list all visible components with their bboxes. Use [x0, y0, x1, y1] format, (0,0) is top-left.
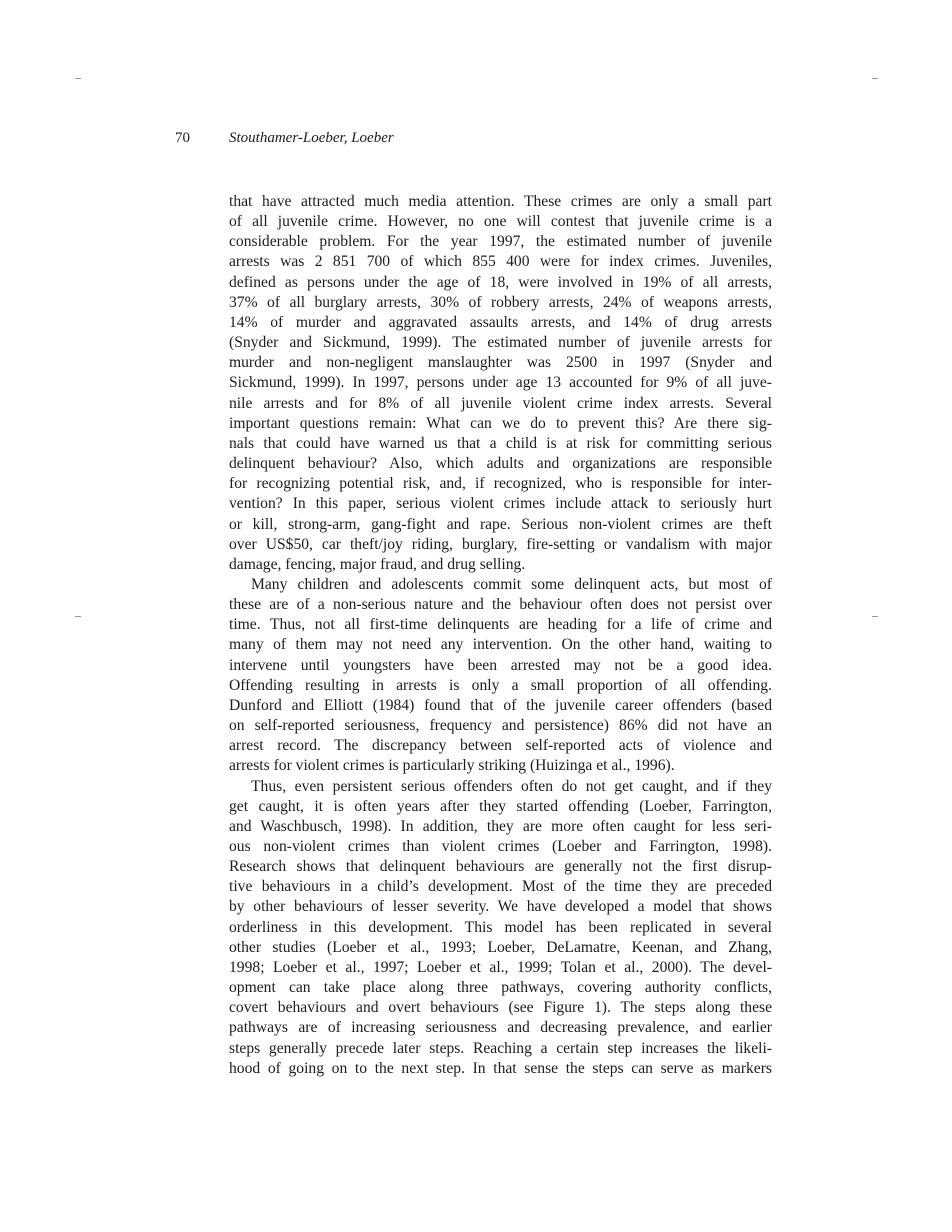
text-line: for recognizing potential risk, and, if recognized, who is responsible for inter- — [229, 475, 772, 493]
text-line: damage, fencing, major fraud, and drug selling. — [229, 555, 526, 573]
text-line: 1998; Loeber et al., 1997; Loeber et al., 1999; Tolan et al., 2000). The devel- — [229, 958, 772, 976]
text-line: and Waschbusch, 1998). In addition, they are more often caught for less seri- — [229, 817, 772, 835]
crop-mark-top-left — [75, 78, 81, 79]
text-line: hood of going on to the next step. In that sense the steps can serve as markers — [229, 1059, 772, 1077]
text-line: considerable problem. For the year 1997, the estimated number of juvenile — [229, 233, 772, 251]
text-line: get caught, it is often years after they started offending (Loeber, Farrington, — [229, 797, 772, 815]
text-line: these are of a non-serious nature and the behaviour often does not persist over — [229, 596, 772, 614]
text-line: time. Thus, not all first-time delinquents are heading for a life of crime and — [229, 616, 772, 634]
text-line: Dunford and Elliott (1984) found that of the juvenile career offenders (based — [229, 696, 772, 714]
text-line: nals that could have warned us that a child is at risk for committing serious — [229, 434, 772, 452]
text-line: of all juvenile crime. However, no one will contest that juvenile crime is a — [229, 213, 772, 231]
page-number: 70 — [175, 130, 190, 146]
text-line: opment can take place along three pathways, covering authority conflicts, — [229, 979, 772, 997]
text-line: ous non-violent crimes than violent crimes (Loeber and Farrington, 1998). — [229, 838, 772, 855]
crop-mark-top-right — [872, 78, 878, 79]
paragraph — [229, 192, 772, 575]
text-line: murder and non-negligent manslaughter was 2500 in 1997 (Snyder and — [229, 354, 772, 372]
text-line: important questions remain: What can we do to prevent this? Are there sig- — [229, 414, 772, 432]
text-line: tive behaviours in a child’s development. Most of the time they are preceded — [229, 878, 772, 896]
text-line: covert behaviours and overt behaviours (see Figure 1). The steps along these — [229, 999, 772, 1017]
text-line: 37% of all burglary arrests, 30% of robbery arrests, 24% of weapons arrests, — [229, 293, 772, 311]
text-line: arrest record. The discrepancy between self-reported acts of violence and — [229, 737, 772, 755]
crop-mark-middle-right — [872, 616, 878, 617]
text-line: other studies (Loeber et al., 1993; Loeber, DeLamatre, Keenan, and Zhang, — [229, 938, 772, 956]
text-line: Thus, even persistent serious offenders often do not get caught, and if they — [251, 777, 772, 795]
text-line: many of them may not need any intervention. On the other hand, waiting to — [229, 636, 772, 654]
text-line: nile arrests and for 8% of all juvenile violent crime index arrests. Several — [229, 394, 772, 412]
text-line: or kill, strong-arm, gang-fight and rape. Serious non-violent crimes are theft — [229, 515, 772, 533]
text-line: 14% of murder and aggravated assaults arrests, and 14% of drug arrests — [229, 313, 772, 331]
text-line: over US$50, car theft/joy riding, burglary, fire-setting or vandalism with major — [229, 535, 772, 553]
text-line: pathways are of increasing seriousness and decreasing prevalence, and earlier — [229, 1019, 772, 1037]
running-title: Stouthamer-Loeber, Loeber — [229, 130, 394, 146]
text-line: delinquent behaviour? Also, which adults and organizations are responsible — [229, 455, 772, 473]
text-line: intervene until youngsters have been arrested may not be a good idea. — [229, 656, 772, 674]
text-line: arrests for violent crimes is particularly striking (Huizinga et al., 1996). — [229, 757, 675, 775]
running-head — [175, 129, 394, 147]
text-line: Research shows that delinquent behaviours are generally not the first disrup- — [229, 858, 772, 876]
text-line: vention? In this paper, serious violent crimes include attack to seriously hurt — [229, 495, 772, 513]
text-line: Sickmund, 1999). In 1997, persons under age 13 accounted for 9% of all juve- — [229, 374, 772, 392]
text-line: by other behaviours of lesser severity. We have developed a model that shows — [229, 898, 772, 916]
text-line: defined as persons under the age of 18, were involved in 19% of all arrests, — [229, 273, 772, 291]
text-line: (Snyder and Sickmund, 1999). The estimated number of juvenile arrests for — [229, 334, 772, 352]
crop-mark-middle-left — [75, 616, 81, 617]
paragraph — [229, 777, 772, 1079]
text-line: Offending resulting in arrests is only a small proportion of all offending. — [229, 676, 772, 694]
text-line: steps generally precede later steps. Reaching a certain step increases the likeli- — [229, 1039, 772, 1057]
text-line: that have attracted much media attention. These crimes are only a small part — [229, 193, 772, 210]
text-line: on self-reported seriousness, frequency and persistence) 86% did not have an — [229, 717, 772, 735]
text-line: arrests was 2 851 700 of which 855 400 were for index crimes. Juveniles, — [229, 253, 772, 271]
paragraph — [229, 575, 772, 777]
text-line: orderliness in this development. This model has been replicated in several — [229, 918, 772, 936]
text-line: Many children and adolescents commit some delinquent acts, but most of — [251, 575, 772, 593]
body-text — [229, 192, 772, 1079]
